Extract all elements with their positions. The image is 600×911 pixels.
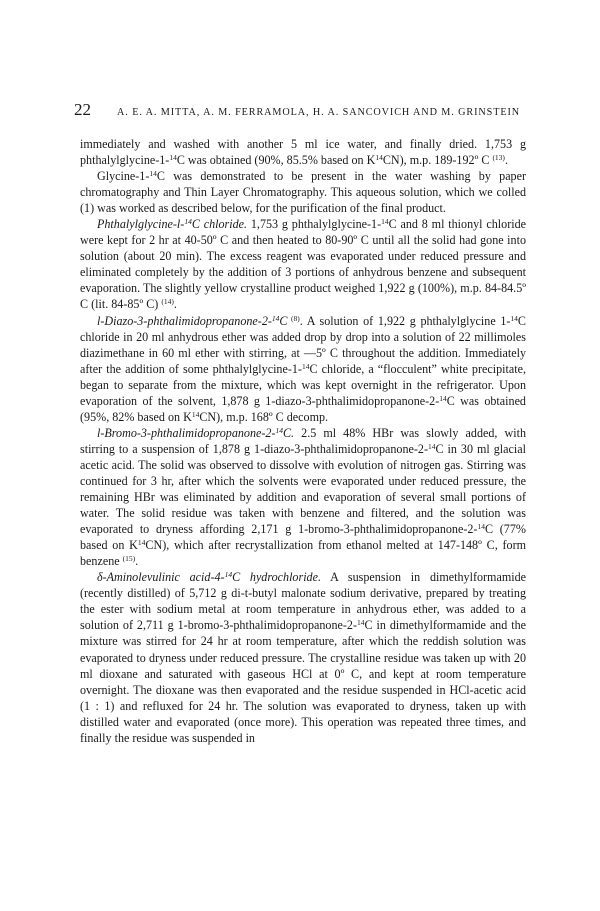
superscript: 14 xyxy=(381,217,389,227)
superscript: (8) xyxy=(287,313,300,323)
text-run: 1,753 g phthalylglycine-1- xyxy=(247,217,382,232)
text-run: CN), which after recrystallization from ethanol melted at 147-148º C, form benzene xyxy=(80,538,526,569)
text-run: C chloride. xyxy=(191,217,248,232)
superscript: (13) xyxy=(492,153,505,163)
superscript: 14 xyxy=(275,425,283,435)
superscript: 14 xyxy=(149,169,157,179)
text-run: C was obtained (90%, 85.5% based on K xyxy=(176,153,376,168)
text-run: l-Diazo-3-phthalimidopropanone-2- xyxy=(97,313,272,328)
page-header xyxy=(74,100,520,124)
text-run: CN), m.p. 189-192º C xyxy=(382,153,493,168)
superscript: 14 xyxy=(356,618,365,628)
text-run: C in 30 ml glacial acetic acid. The solid was observed to dissolve with evolution of nitrogen gas. Stirring was continued for 3 hr, after which the solvents were evaporated under reduced pressure, the remaining HBr was eliminated by addition and evaporation of several small portions of water. The solid residue was taken with benzene and filtered, and the solution was evaporated to dryness affording 2,171 g 1-bromo-3-phthalimidopropanone-2- xyxy=(80,441,526,537)
text-run: C. xyxy=(282,425,295,440)
text-run: . xyxy=(504,153,508,168)
text-run: . xyxy=(135,554,139,569)
paragraph xyxy=(80,425,526,569)
superscript: 14 xyxy=(301,361,310,371)
superscript: (15) xyxy=(122,554,136,564)
text-run: C in dimethylformamide and the mixture was stirred for 24 hr at room temperature, after which the reddish solution was evaporated to dryness under reduced pressure. The crystalline residue was taken up with 20 ml dioxane and saturated with gaseous HCl at 0º C, and kept at room temperature overnight. The dioxane was then evaporated and the residue suspended in HCl-acetic acid (1 : 1) and refluxed for 24 hr. The solution was evaporated to dryness, taken up with distilled water and evaporated (once more). This operation was repeated three times, and finally the residue was suspended in xyxy=(80,618,526,745)
page-number: 22 xyxy=(74,100,91,119)
text-run: . xyxy=(173,297,177,312)
text-run: Phthalylglycine-l- xyxy=(97,217,185,232)
text-run: C and 8 ml thionyl chloride were kept for 2 hr at 40-50º C and then heated to 80-90º C until all the solid had gone into solution (about 20 min). The excess reagent was evaporated under reduced pressure and eliminated completely by the addition of 3 portions of anhydrous benzene and subsequent evaporation. The slightly yellow crystalline product weighed 1,922 g (100%), m.p. 84-84.5º C (lit. 84-85º C) xyxy=(80,217,526,312)
body-text xyxy=(80,136,526,746)
text-run: immediately and washed with another 5 ml ice water, and finally dried. 1,753 g phthalylglycine-1- xyxy=(80,137,526,168)
text-run: C chloride in 20 ml anhydrous ether was added drop by drop into a solution of 22 millimoles diazimethane in 60 ml ether with stirring, at —5º C throughout the addition. Immediately after the addition of some phthalylglycine-1- xyxy=(80,313,526,376)
text-run: 2.5 ml 48% HBr was slowly added, with stirring to a suspension of 1,878 g 1-diazo-3-phthalimidopropanone-2- xyxy=(80,425,526,456)
text-run: C (77% based on K xyxy=(80,522,526,553)
text-run: C was demonstrated to be present in the water washing by paper chromatography and Thin Layer Chromatography. This aqueous solution, which we colled (1) was worked as described below, for the purification of the final product. xyxy=(80,169,526,216)
text-run: CN), m.p. 168º C decomp. xyxy=(199,409,329,424)
superscript: 14 xyxy=(375,153,383,163)
paragraph xyxy=(80,313,526,425)
text-run: l-Bromo-3-phthalimidopropanone-2- xyxy=(97,425,276,440)
paragraph xyxy=(80,216,526,312)
paragraph xyxy=(80,168,526,216)
text-run: δ-Aminolevulinic acid-4- xyxy=(97,570,225,585)
superscript: 14 xyxy=(191,409,200,419)
text-run: C was obtained (95%, 82% based on K xyxy=(80,393,526,424)
running-head-authors: A. E. A. MITTA, A. M. FERRAMOLA, H. A. SANCOVICH AND M. GRINSTEIN xyxy=(117,107,520,118)
superscript: 14 xyxy=(439,393,447,403)
text-run: C chloride, a “flocculent” white precipitate, began to separate from the mixture, which was kept overnight in the refrigerator. Upon evaporation of the solvent, 1,878 g 1-diazo-3-phthalimidopropanone-2- xyxy=(80,361,526,408)
superscript: 14 xyxy=(137,538,146,548)
text-run: C xyxy=(279,313,288,328)
text-run: C hydrochloride. xyxy=(232,570,321,585)
text-run: A suspension in dimethylformamide (recently distilled) of 5,712 g di-t-butyl malonate sodium derivative, prepared by treating the ester with sodium metal at room temperature in anhydrous ether, was added to a solution of 2,711 g 1-bromo-3-phthalimidopropanone-2- xyxy=(80,570,527,633)
text-run: Glycine-1- xyxy=(97,169,150,184)
superscript: 14 xyxy=(224,570,233,580)
superscript: 14 xyxy=(427,441,436,451)
superscript: 14 xyxy=(477,522,485,532)
superscript: 14 xyxy=(510,313,518,323)
superscript: 14 xyxy=(184,217,192,227)
superscript: (14) xyxy=(161,297,174,307)
text-run: . A solution of 1,922 g phthalylglycine 1- xyxy=(299,313,511,328)
superscript: 14 xyxy=(169,153,177,163)
paragraph xyxy=(80,569,526,746)
superscript: 14 xyxy=(271,313,280,323)
paragraph xyxy=(80,136,526,168)
